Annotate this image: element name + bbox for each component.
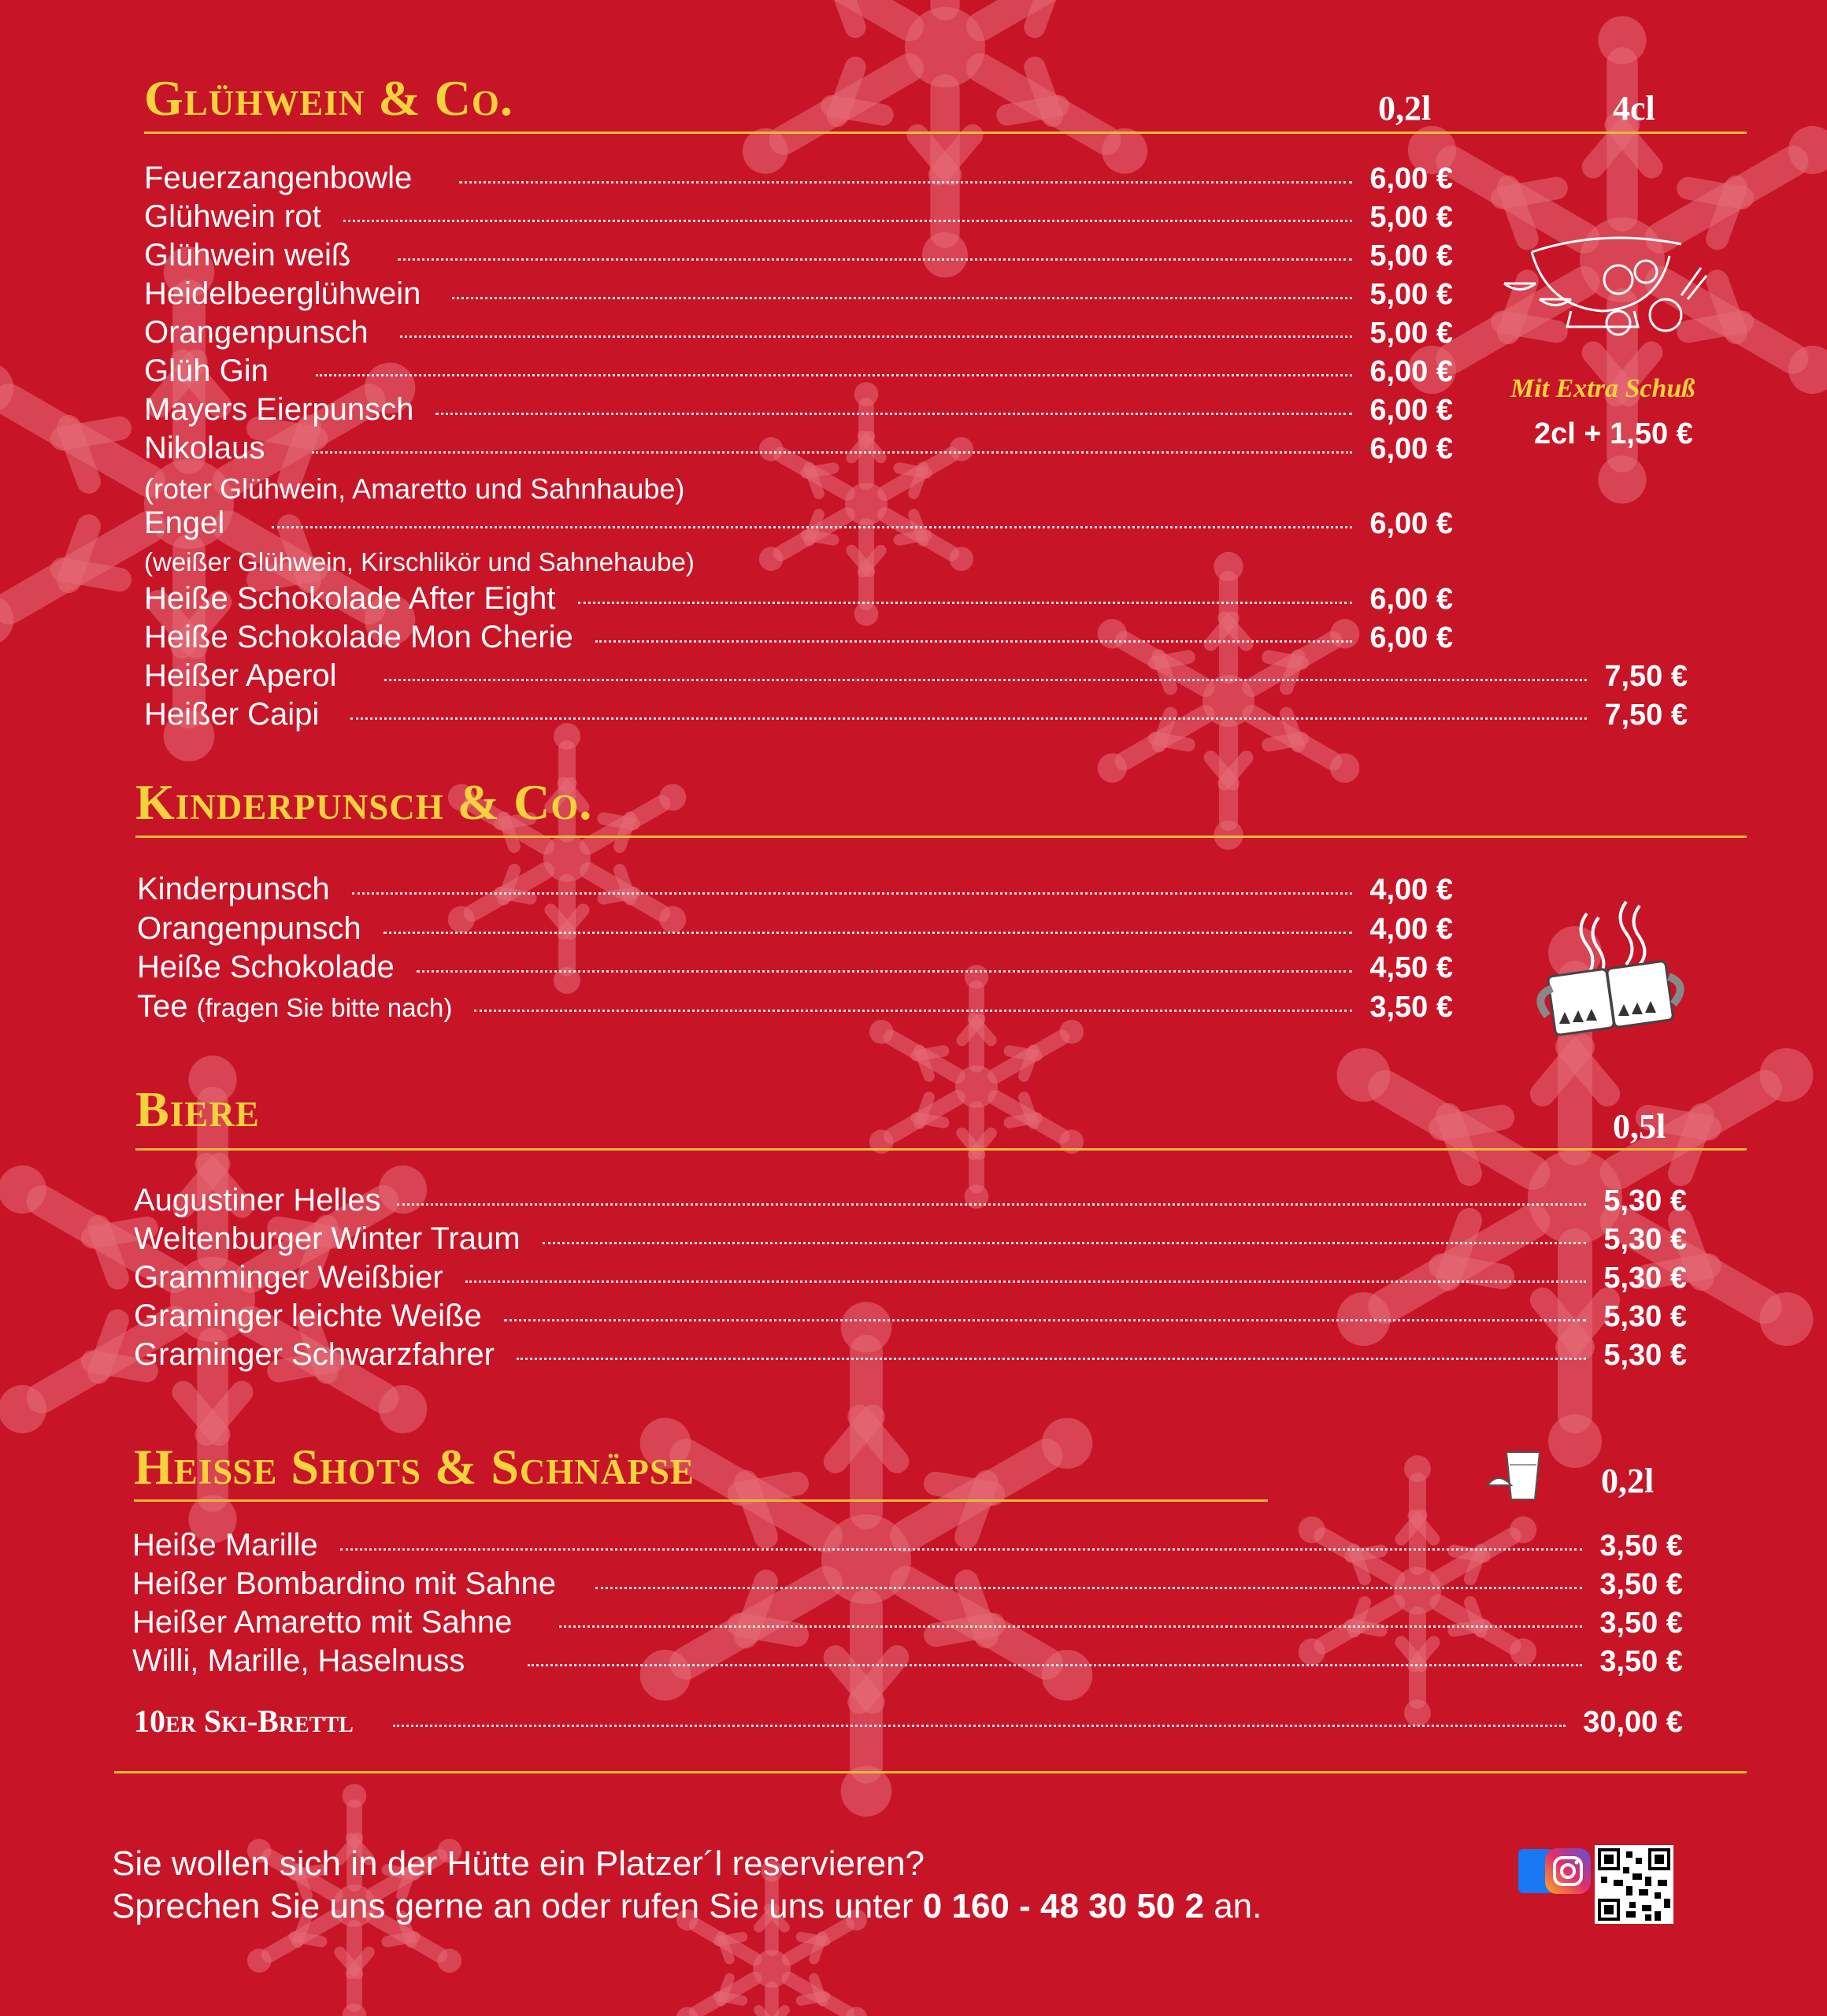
menu-item (134, 1221, 1687, 1259)
menu-item (134, 1299, 1687, 1336)
item-price: 6,00 € (1369, 394, 1453, 427)
dot-leader (517, 1358, 1586, 1360)
menu-item (144, 392, 1453, 430)
item-price: 4,00 € (1369, 873, 1453, 906)
item-name: Heißer Aperol (144, 658, 337, 693)
item-name: Heißer Amaretto mit Sahne (132, 1605, 513, 1640)
item-price: 3,50 € (1599, 1645, 1683, 1678)
item-name: Heißer Bombardino mit Sahne (132, 1566, 557, 1601)
dot-leader (543, 1242, 1587, 1244)
punch-bowl-icon (1500, 220, 1713, 346)
item-price: 6,00 € (1369, 621, 1453, 654)
item-price: 5,30 € (1603, 1262, 1687, 1295)
dot-leader (384, 932, 1353, 934)
dot-leader (340, 1548, 1583, 1551)
menu-item (144, 238, 1453, 276)
item-price: 5,30 € (1603, 1339, 1687, 1372)
menu-item (144, 581, 1453, 619)
menu-item (144, 199, 1453, 237)
extra-shot-price: 2cl + 1,50 € (1534, 417, 1693, 450)
reservation-line-2 (112, 1885, 1262, 1928)
item-name: Engel (144, 506, 225, 540)
item-name: Glüh Gin (144, 354, 269, 388)
item-price: 6,00 € (1369, 583, 1453, 616)
item-name: Mayers Eierpunsch (144, 392, 414, 427)
item-price: 3,50 € (1599, 1568, 1683, 1601)
item-price: 3,50 € (1599, 1606, 1683, 1640)
dot-leader (559, 1625, 1582, 1628)
item-name: Augustiner Helles (134, 1183, 381, 1217)
dot-leader (352, 892, 1353, 895)
item-price: 5,00 € (1369, 239, 1453, 272)
menu-item (144, 161, 1453, 198)
menu-item (137, 911, 1453, 949)
section-rule (144, 132, 1747, 134)
menu-item (144, 276, 1453, 314)
dot-leader (417, 970, 1352, 973)
dot-leader (452, 297, 1352, 299)
item-name: Kinderpunsch (137, 872, 330, 906)
item-price: 5,00 € (1369, 201, 1453, 234)
dot-leader (459, 181, 1352, 183)
reservation-line-2-prefix: Sprechen Sie uns gerne an oder rufen Sie uns unter (112, 1887, 923, 1925)
item-name: Orangenpunsch (144, 315, 369, 350)
menu-item (134, 1337, 1687, 1375)
item-price: 3,50 € (1369, 991, 1453, 1024)
instagram-icon[interactable] (1544, 1847, 1592, 1896)
column-header-shots-02l: 0,2l (1601, 1462, 1655, 1500)
item-name: Orangenpunsch (137, 911, 361, 946)
item-name: Graminger Schwarzfahrer (134, 1337, 495, 1372)
menu-item (134, 1260, 1687, 1298)
item-price: 7,50 € (1604, 660, 1688, 693)
item-price: 5,30 € (1603, 1184, 1687, 1217)
menu-item (144, 354, 1453, 391)
item-name-text: Tee (137, 989, 188, 1024)
dot-leader (312, 451, 1352, 454)
item-price: 5,30 € (1603, 1223, 1687, 1256)
item-price: 5,00 € (1369, 278, 1453, 311)
special-item (134, 1703, 1683, 1740)
item-name: Weltenburger Winter Traum (134, 1221, 521, 1256)
dot-leader (316, 374, 1352, 376)
item-name: Willi, Marille, Haselnuss (132, 1644, 465, 1678)
item-price: 4,00 € (1369, 913, 1453, 946)
reservation-line-2-suffix: an. (1203, 1887, 1262, 1925)
item-name: Glühwein rot (144, 199, 321, 234)
item-name: Heiße Schokolade (137, 950, 395, 984)
dot-leader (435, 413, 1352, 415)
item-price: 7,50 € (1604, 699, 1688, 732)
item-price: 4,50 € (1369, 951, 1453, 984)
menu-item (144, 658, 1688, 696)
item-name: Heidelbeerglühwein (144, 276, 421, 311)
qr-code-icon[interactable] (1595, 1845, 1673, 1924)
dot-leader (400, 335, 1353, 338)
dot-leader (504, 1319, 1587, 1321)
phone-number[interactable]: 0 160 - 48 30 50 2 (922, 1887, 1204, 1925)
column-header-05l: 0,5l (1613, 1107, 1666, 1146)
item-name: Glühwein weiß (144, 238, 351, 272)
menu-item (132, 1528, 1683, 1566)
dot-leader (350, 717, 1587, 720)
dot-leader (398, 258, 1352, 261)
menu-item (132, 1644, 1683, 1681)
menu-item (132, 1566, 1683, 1604)
special-item-price: 30,00 € (1583, 1706, 1683, 1739)
dot-leader (384, 679, 1588, 681)
item-name: Heiße Schokolade Mon Cherie (144, 620, 573, 654)
menu-item (144, 431, 1453, 469)
dot-leader (595, 640, 1353, 643)
reservation-line-1: Sie wollen sich in der Hütte ein Platzer´l reservieren? (112, 1844, 925, 1883)
menu-item (137, 989, 1453, 1027)
menu-item (144, 506, 1453, 543)
item-name (137, 989, 452, 1025)
menu-item (132, 1605, 1683, 1643)
dot-leader (595, 1587, 1582, 1589)
section-title-kinderpunsch: Kinderpunsch & Co. (135, 774, 593, 830)
item-price: 5,00 € (1369, 317, 1453, 350)
dot-leader (528, 1664, 1582, 1666)
item-price: 6,00 € (1369, 162, 1453, 195)
dot-leader (343, 220, 1353, 222)
item-name: Nikolaus (144, 431, 265, 465)
item-name: Heiße Marille (132, 1528, 318, 1562)
section-title-shots: Heiße Shots & Schnäpse (134, 1439, 695, 1495)
section-title-gluehwein: Glühwein & Co. (144, 70, 513, 126)
column-header-4cl: 4cl (1613, 89, 1655, 128)
menu-item (137, 950, 1453, 988)
menu-item (134, 1183, 1687, 1221)
special-item-name: 10er Ski-Brettl (134, 1703, 354, 1739)
section-rule (135, 1148, 1747, 1151)
extra-shot-label: Mit Extra Schuß (1510, 374, 1695, 403)
item-note: (weißer Glühwein, Kirschlikör und Sahnehaube) (144, 547, 695, 576)
dot-leader (578, 602, 1353, 604)
item-note: (roter Glühwein, Amaretto und Sahnhaube) (144, 472, 685, 505)
item-price: 6,00 € (1369, 432, 1453, 465)
menu-item (144, 697, 1688, 735)
reservation-text (112, 1843, 1262, 1928)
item-price: 6,00 € (1369, 355, 1453, 388)
section-rule (135, 836, 1747, 838)
item-name: Heiße Schokolade After Eight (144, 581, 556, 616)
dot-leader (272, 526, 1352, 528)
item-price: 3,50 € (1599, 1529, 1683, 1562)
dot-leader (397, 1203, 1587, 1206)
item-name: Graminger leichte Weiße (134, 1299, 482, 1333)
section-title-biere: Biere (135, 1081, 260, 1137)
menu-item (144, 620, 1453, 658)
column-header-02l: 0,2l (1378, 89, 1432, 128)
dot-leader (465, 1280, 1587, 1283)
item-price: 5,30 € (1603, 1300, 1687, 1333)
item-name: Feuerzangenbowle (144, 161, 413, 195)
menu-item (144, 315, 1453, 353)
footer-rule (114, 1771, 1747, 1773)
dot-leader (474, 1010, 1352, 1012)
item-price: 6,00 € (1369, 507, 1453, 540)
hot-mugs-icon (1532, 898, 1693, 1036)
item-name: Heißer Caipi (144, 697, 320, 732)
dot-leader (393, 1725, 1566, 1727)
item-note: (fragen Sie bitte nach) (196, 993, 453, 1022)
item-name: Gramminger Weißbier (134, 1260, 443, 1295)
shot-glass-icon (1484, 1447, 1547, 1504)
section-rule (134, 1499, 1268, 1502)
menu-item (137, 872, 1453, 910)
